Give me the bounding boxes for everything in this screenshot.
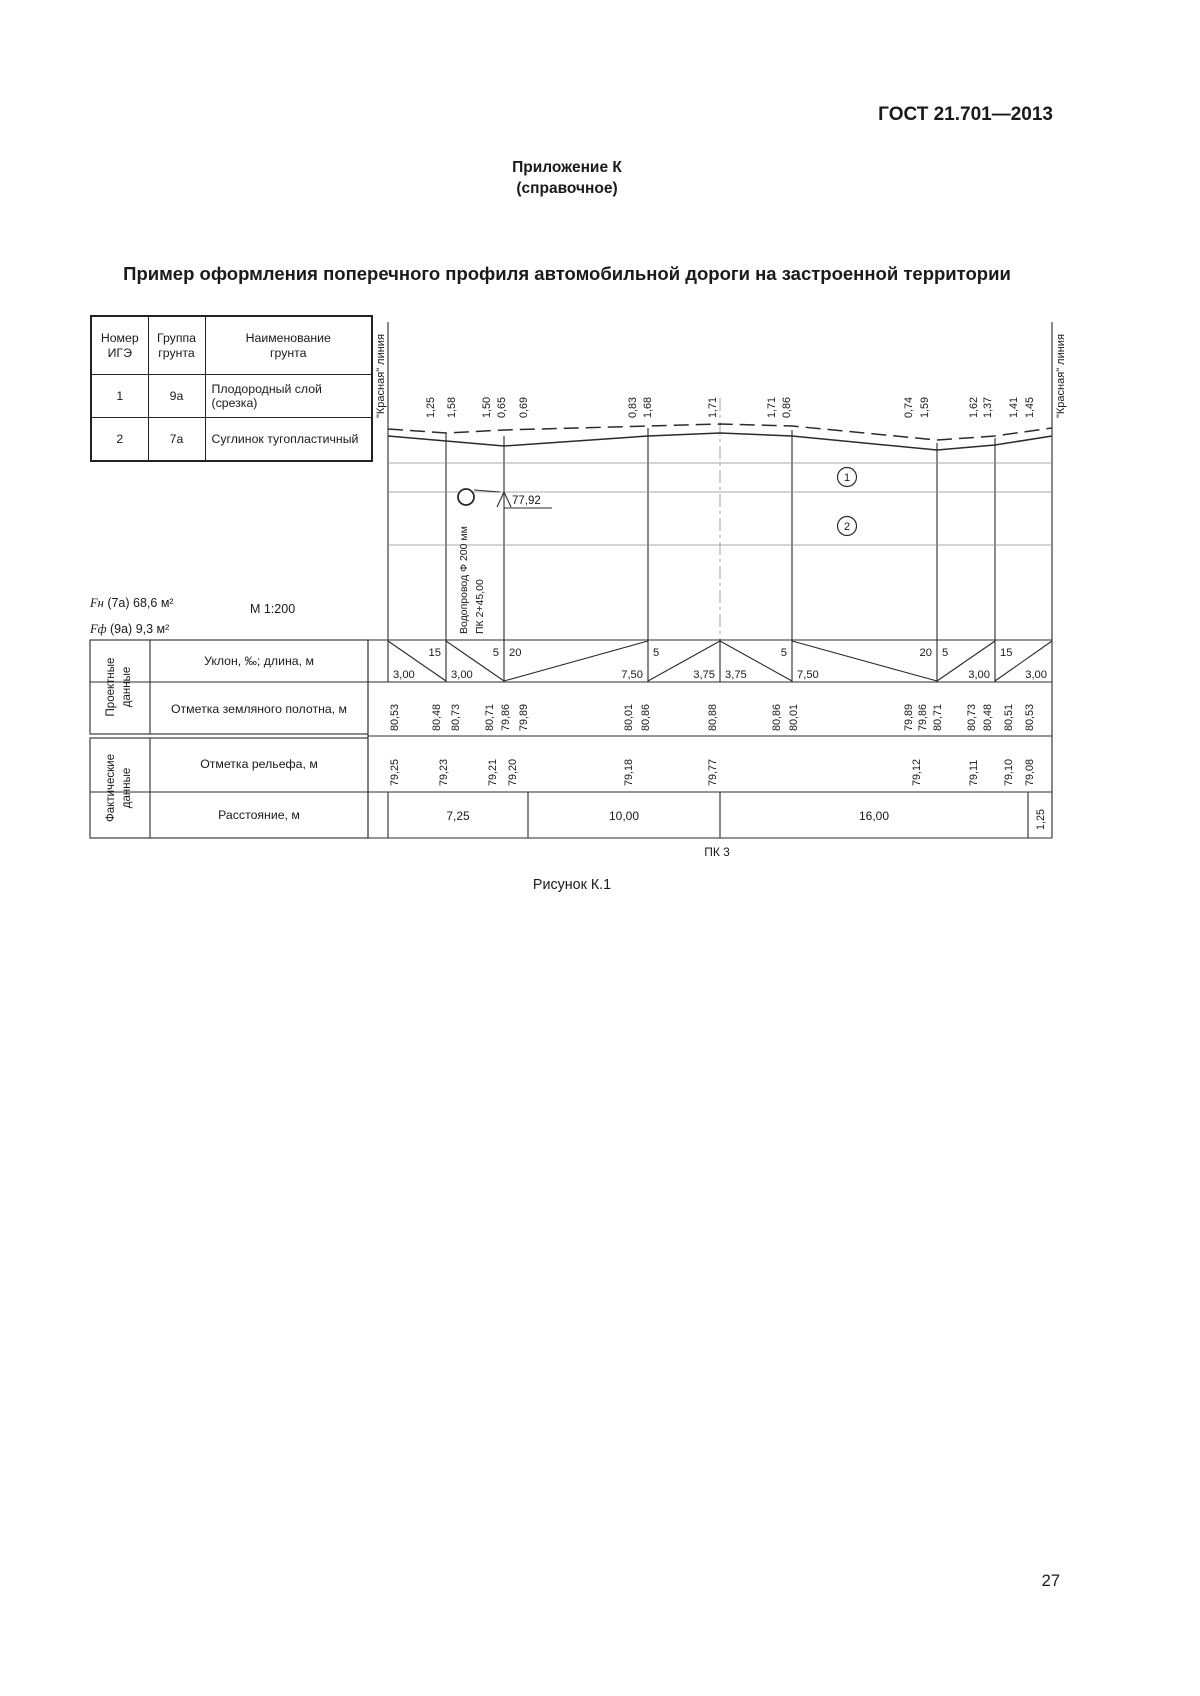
relief-elevation-value: 79,25 [389,758,401,786]
design-elevation-values [389,704,1036,731]
top-offset-value: 1,25 [425,396,437,418]
relief-elevation-value: 79,18 [623,758,635,786]
design-elevation-value: 79,86 [500,703,512,731]
pipe-label: Водопровод Ф 200 мм [458,526,470,634]
length-value: 7,50 [621,669,643,681]
page-title: Пример оформления поперечного профиля автомобильной дороги на застроенной территории [123,263,1011,284]
design-elevation-value: 80,86 [640,703,652,731]
design-elev-row-label: Отметка земляного полотна, м [170,702,348,716]
relief-elevation-value: 79,08 [1024,758,1036,786]
slope-value: 15 [428,647,441,659]
slope-cells [388,640,1052,682]
soil-group: 7а [148,418,205,462]
top-offset-value: 0,65 [496,396,508,418]
length-value: 3,00 [393,669,415,681]
design-elevation-value: 80,48 [982,703,994,731]
area-note-1: Fн (7а) 68,6 м² [90,596,174,610]
group-design-label: данные [121,666,133,708]
group-actual-label: Фактические [105,754,117,822]
relief-elevation-value: 79,20 [507,758,519,786]
slope-value: 5 [942,647,949,659]
layer-mark-number: 1 [843,472,851,484]
relief-elevation-value: 79,12 [911,758,923,786]
slope-value: 5 [780,647,787,659]
design-elevation-value: 80,01 [623,703,635,731]
relief-elevation-value: 79,23 [438,758,450,786]
design-elevation-value: 80,53 [389,703,401,731]
design-elevation-value: 79,89 [518,703,530,731]
top-offset-value: 0,86 [781,396,793,418]
top-offset-value: 1,71 [766,396,778,418]
distance-value: 16,00 [858,809,890,823]
top-offset-value: 0,83 [627,396,639,418]
group-actual-label: данные [121,767,133,809]
layer-marks [838,468,857,536]
distance-row-label: Расстояние, м [218,808,300,822]
design-elevation-value: 80,01 [788,703,800,731]
soil-num: 1 [91,375,148,418]
top-offset-value: 0,69 [518,396,530,418]
top-offset-value: 0,74 [903,396,915,418]
relief-elevation-value: 79,11 [968,759,980,786]
length-value: 3,75 [725,669,747,681]
pipe-station: ПК 2+45,00 [474,579,486,634]
top-offset-value: 1,45 [1024,396,1036,418]
top-offset-value: 1,50 [481,396,493,418]
top-offset-value: 1,59 [919,396,931,418]
length-value: 3,00 [968,669,990,681]
distance-value: 7,25 [446,809,470,823]
design-elevation-value: 80,53 [1024,703,1036,731]
pipe-symbol [458,489,474,505]
design-elevation-value: 80,86 [771,703,783,731]
relief-elevation-value: 79,77 [707,758,719,786]
design-elevation-value: 80,71 [932,703,944,731]
soil-num: 2 [91,418,148,462]
top-offset-value: 1,71 [707,396,719,418]
relief-elevation-value: 79,10 [1003,758,1015,786]
design-elevation-value: 80,71 [484,703,496,731]
length-value: 7,50 [797,669,819,681]
design-elevation-value: 80,88 [707,703,719,731]
soil-col-header: Номер ИГЭ [91,316,148,375]
slope-value: 15 [1000,647,1013,659]
slope-value: 5 [492,647,499,659]
slope-row-label: Уклон, ‰; длина, м [204,654,314,668]
top-offset-value: 1,62 [968,396,980,418]
page-number: 27 [1041,1572,1060,1590]
red-line-label-right: "Красная" линия [1055,334,1067,418]
top-offset-values [425,397,1036,418]
soil-name: Плодородный слой (срезка) [205,375,372,418]
group-design-label: Проектные [105,657,117,717]
length-value: 3,00 [1025,669,1047,681]
top-offset-value: 1,41 [1008,396,1020,418]
design-elevation-value: 79,86 [917,703,929,731]
soil-col-header: Группа грунта [148,316,205,375]
distance-value: 10,00 [608,809,640,823]
length-value: 3,75 [693,669,715,681]
top-offset-value: 1,68 [642,396,654,418]
distance-dividers [388,792,1028,838]
slope-value: 5 [653,647,660,659]
soil-col-header: Наименование грунта [205,316,372,375]
distance-values [446,809,1047,830]
slope-value: 20 [509,647,522,659]
slope-value: 20 [919,647,932,659]
design-elevation-value: 79,89 [903,703,915,731]
pipe-elevation: 77,92 [512,495,541,507]
standard-reference: ГОСТ 21.701—2013 [878,104,1053,125]
soil-name: Суглинок тугопластичный [205,418,372,462]
distance-value: 1,25 [1035,808,1047,830]
drawing-scale: М 1:200 [250,602,296,616]
design-elevation-value: 80,51 [1003,703,1015,731]
appendix-type: (справочное) [516,180,618,197]
layer-mark-number: 2 [843,521,851,533]
top-offset-value: 1,37 [982,396,994,418]
figure-caption: Рисунок К.1 [532,877,612,893]
design-elevation-value: 80,48 [431,703,443,731]
soil-group: 9а [148,375,205,418]
appendix-title: Приложение К [512,159,622,176]
relief-row-label: Отметка рельефа, м [200,757,318,771]
design-elevation-value: 80,73 [450,703,462,731]
area-note-2: Fф (9а) 9,3 м² [90,622,170,636]
station-label: ПК 3 [704,845,730,859]
relief-elevation-value: 79,21 [487,758,499,786]
design-elevation-value: 80,73 [966,703,978,731]
red-line-label-left: "Красная" линия [375,334,387,418]
relief-elevation-values [389,759,1036,786]
top-offset-value: 1,58 [446,396,458,418]
length-value: 3,00 [451,669,473,681]
